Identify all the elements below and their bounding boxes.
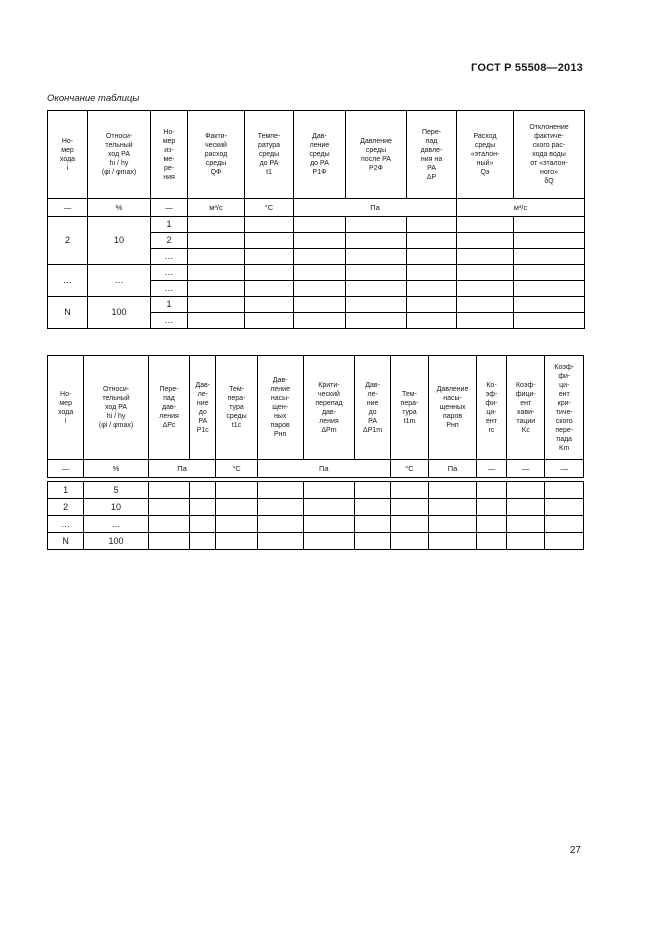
cell-empty <box>257 516 303 533</box>
cell-empty <box>188 297 245 313</box>
cell-otn-hod: 10 <box>84 499 148 516</box>
cell-empty <box>303 499 355 516</box>
t1-col-davlenie-do: Дав- ление среды до РА P1Ф <box>294 111 346 199</box>
cell-empty <box>457 265 514 281</box>
cell-empty <box>188 249 245 265</box>
cell-empty <box>346 281 407 297</box>
cell-empty <box>457 297 514 313</box>
cell-empty <box>245 217 294 233</box>
cell-empty <box>245 249 294 265</box>
cell-empty <box>514 233 585 249</box>
cell-otn-hod: 10 <box>88 217 151 265</box>
cell-nomer-hoda: 1 <box>48 482 84 499</box>
table-row <box>48 265 585 281</box>
cell-empty <box>303 482 355 499</box>
cell-empty <box>355 516 390 533</box>
cell-empty <box>429 516 477 533</box>
cell-nomer-izm: … <box>151 265 188 281</box>
cell-empty <box>507 516 545 533</box>
t2-col-temperatura: Тем- пера- тура среды t1c <box>216 356 258 460</box>
cell-otn-hod: 100 <box>84 533 148 550</box>
cell-empty <box>457 281 514 297</box>
unit-cell: Па <box>294 199 457 217</box>
cell-empty <box>407 281 457 297</box>
t1-col-rashod-etalon: Расход среды «эталон- ный» Qэ <box>457 111 514 199</box>
cell-empty <box>188 281 245 297</box>
table-row <box>48 297 585 313</box>
t1-col-otklonenie: Отклонение фактиче- ского рас- хода воды от «эталон- ного» δQ <box>514 111 585 199</box>
cell-empty <box>216 516 258 533</box>
unit-cell: °С <box>216 460 258 478</box>
cell-nomer-izm: 1 <box>151 297 188 313</box>
cell-empty <box>216 482 258 499</box>
cell-empty <box>429 482 477 499</box>
cell-empty <box>294 217 346 233</box>
t1-col-otn-hod: Относи- тельный ход РА hi / hy (φi / φmax) <box>88 111 151 199</box>
t2-col-koef-rc: Ко- эф- фи- ци- ент rc <box>476 356 506 460</box>
cell-empty <box>407 249 457 265</box>
cell-empty <box>346 297 407 313</box>
t1-col-fakt-rashod: Факти- ческий расход среды QФ <box>188 111 245 199</box>
table1-units-row <box>48 199 585 217</box>
cell-nomer-hoda: N <box>48 297 88 329</box>
cell-empty <box>190 533 216 550</box>
unit-cell: — <box>48 460 84 478</box>
t1-col-davlenie-posle: Давление среды после РА P2Ф <box>346 111 407 199</box>
unit-cell: °С <box>245 199 294 217</box>
cell-empty <box>457 249 514 265</box>
unit-cell: м³/с <box>188 199 245 217</box>
unit-cell: м³/с <box>457 199 585 217</box>
table-row <box>48 533 584 550</box>
cell-empty <box>476 499 506 516</box>
t1-col-temperatura: Темпе- ратура среды до РА t1 <box>245 111 294 199</box>
table2-units-row <box>48 460 584 478</box>
cell-empty <box>346 313 407 329</box>
cell-nomer-izm: 1 <box>151 217 188 233</box>
cell-empty <box>476 516 506 533</box>
cell-empty <box>245 313 294 329</box>
cell-empty <box>190 499 216 516</box>
t2-col-perepad: Пере- пад дав- ления ΔPc <box>148 356 190 460</box>
cell-nomer-izm: … <box>151 249 188 265</box>
unit-cell: °С <box>390 460 428 478</box>
cell-empty <box>457 313 514 329</box>
cell-empty <box>216 499 258 516</box>
cell-otn-hod: 100 <box>88 297 151 329</box>
cell-empty <box>545 499 584 516</box>
cell-empty <box>545 533 584 550</box>
cell-empty <box>429 533 477 550</box>
document-header: ГОСТ Р 55508—2013 <box>471 62 583 74</box>
cell-empty <box>190 516 216 533</box>
cell-nomer-hoda: N <box>48 533 84 550</box>
cell-empty <box>346 249 407 265</box>
cell-empty <box>390 482 428 499</box>
unit-cell: — <box>507 460 545 478</box>
cell-empty <box>476 533 506 550</box>
cell-empty <box>355 482 390 499</box>
t2-col-temperatura-m: Тем- пера- тура t1m <box>390 356 428 460</box>
cell-empty <box>390 533 428 550</box>
cell-empty <box>303 533 355 550</box>
cell-empty <box>390 499 428 516</box>
unit-cell: — <box>48 199 88 217</box>
cell-empty <box>407 233 457 249</box>
cell-empty <box>355 533 390 550</box>
cell-nomer-hoda: 2 <box>48 217 88 265</box>
table-measurements <box>47 110 585 329</box>
cell-empty <box>294 233 346 249</box>
cell-empty <box>514 281 585 297</box>
t2-col-nomer-hoda: Но- мер хода i <box>48 356 84 460</box>
cell-empty <box>188 217 245 233</box>
unit-cell: % <box>84 460 148 478</box>
cell-empty <box>507 499 545 516</box>
cell-empty <box>188 233 245 249</box>
cell-empty <box>294 297 346 313</box>
cell-empty <box>303 516 355 533</box>
t2-col-otn-hod: Относи- тельный ход РА hi / hy (φi / φmax) <box>84 356 148 460</box>
cell-nomer-hoda: 2 <box>48 499 84 516</box>
cell-empty <box>355 499 390 516</box>
cell-otn-hod: 5 <box>84 482 148 499</box>
cell-empty <box>545 482 584 499</box>
unit-cell: — <box>151 199 188 217</box>
cell-nomer-izm: … <box>151 313 188 329</box>
cell-empty <box>457 233 514 249</box>
cell-empty <box>148 533 190 550</box>
page-number: 27 <box>569 845 581 856</box>
cell-empty <box>346 265 407 281</box>
t2-col-davlenie-do: Дав- ле- ние до РА P1c <box>190 356 216 460</box>
table1-header-row <box>48 111 585 199</box>
cell-empty <box>216 533 258 550</box>
cell-empty <box>188 265 245 281</box>
cell-empty <box>188 313 245 329</box>
cell-empty <box>407 313 457 329</box>
cell-empty <box>407 297 457 313</box>
cell-nomer-izm: 2 <box>151 233 188 249</box>
cell-empty <box>148 482 190 499</box>
t2-col-koef-km: Коэф- фи- ци- ент кри- тиче- ского пере- пада Km <box>545 356 584 460</box>
cell-empty <box>514 249 585 265</box>
cell-empty <box>514 265 585 281</box>
cell-empty <box>294 249 346 265</box>
cell-empty <box>245 297 294 313</box>
unit-cell: — <box>476 460 506 478</box>
cell-empty <box>507 482 545 499</box>
cell-empty <box>294 265 346 281</box>
table-caption: Окончание таблицы <box>47 93 140 104</box>
cell-empty <box>245 281 294 297</box>
cell-empty <box>294 281 346 297</box>
cell-empty <box>514 297 585 313</box>
cell-empty <box>346 233 407 249</box>
cell-empty <box>407 265 457 281</box>
cell-empty <box>257 482 303 499</box>
table-row <box>48 499 584 516</box>
cell-empty <box>514 217 585 233</box>
table-cavitation <box>47 355 584 550</box>
table-row <box>48 482 584 499</box>
cell-empty <box>457 217 514 233</box>
cell-empty <box>390 516 428 533</box>
cell-empty <box>257 499 303 516</box>
cell-nomer-hoda: … <box>48 516 84 533</box>
cell-empty <box>257 533 303 550</box>
unit-cell: % <box>88 199 151 217</box>
t2-col-davlenie-nasyshch-m: Давление насы- щенных паров Pнп <box>429 356 477 460</box>
cell-empty <box>294 313 346 329</box>
cell-empty <box>245 233 294 249</box>
cell-otn-hod: … <box>88 265 151 297</box>
unit-cell: Па <box>148 460 216 478</box>
cell-empty <box>148 516 190 533</box>
table-row <box>48 516 584 533</box>
cell-otn-hod: … <box>84 516 148 533</box>
cell-empty <box>245 265 294 281</box>
cell-empty <box>407 217 457 233</box>
cell-empty <box>190 482 216 499</box>
unit-cell: Па <box>257 460 390 478</box>
cell-empty <box>514 313 585 329</box>
cell-empty <box>507 533 545 550</box>
unit-cell: — <box>545 460 584 478</box>
cell-nomer-hoda: … <box>48 265 88 297</box>
t2-col-davlenie-nasyshch: Дав- ление насы- щен- ных паров Pнп <box>257 356 303 460</box>
t2-col-davlenie-do-m: Дав- ле- ние до РА ΔP1m <box>355 356 390 460</box>
cell-empty <box>346 217 407 233</box>
cell-empty <box>148 499 190 516</box>
t2-col-krit-perepad: Крити- ческий перепад дав- ления ΔPm <box>303 356 355 460</box>
table-row <box>48 217 585 233</box>
cell-empty <box>545 516 584 533</box>
cell-empty <box>429 499 477 516</box>
t1-col-nomer-hoda: Но- мер хода i <box>48 111 88 199</box>
cell-empty <box>476 482 506 499</box>
cell-nomer-izm: … <box>151 281 188 297</box>
table2-header-row <box>48 356 584 460</box>
t1-col-perepad: Пере- пад давле- ния на РА ΔP <box>407 111 457 199</box>
unit-cell: Па <box>429 460 477 478</box>
t1-col-nomer-izm: Но- мер из- ме- ре- ния <box>151 111 188 199</box>
t2-col-koef-kc: Коэф- фици- ент кави- тации Kc <box>507 356 545 460</box>
